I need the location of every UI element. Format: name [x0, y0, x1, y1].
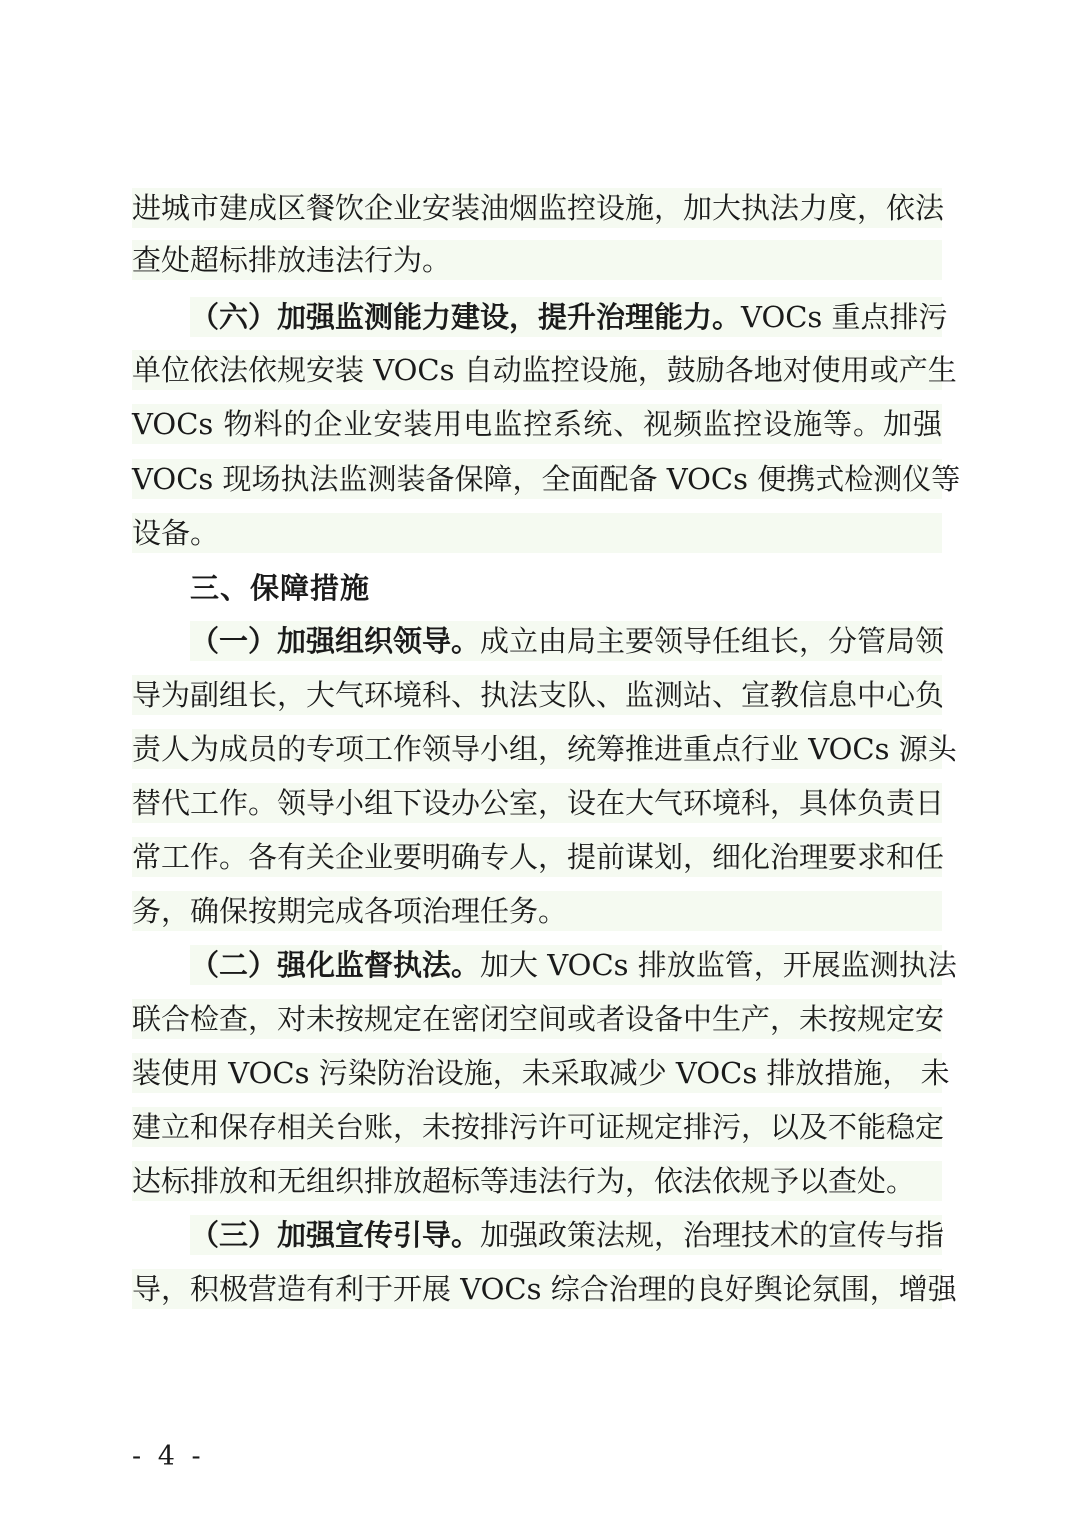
text-line: 装使用 VOCs 污染防治设施，未采取减少 VOCs 排放措施， 未	[132, 1053, 942, 1093]
paragraph-one-lead: （一）加强组织领导。	[190, 624, 481, 658]
text-line: 单位依法依规安装 VOCs 自动监控设施，鼓励各地对使用或产生	[132, 350, 942, 390]
text-line: 替代工作。领导小组下设办公室，设在大气环境科，具体负责日	[132, 783, 942, 823]
text-line: 常工作。各有关企业要明确专人，提前谋划，细化治理要求和任	[132, 837, 942, 877]
text-line: 联合检查，对未按规定在密闭空间或者设备中生产，未按规定安	[132, 999, 942, 1039]
text-line: VOCs 现场执法监测装备保障，全面配备 VOCs 便携式检测仪等	[132, 459, 942, 499]
paragraph-one-line	[190, 621, 945, 661]
text-line: 设备。	[132, 513, 942, 553]
paragraph-three-line	[190, 1215, 945, 1255]
text-line: 进城市建成区餐饮企业安装油烟监控设施，加大执法力度，依法	[132, 188, 942, 228]
paragraph-six-text: VOCs 重点排污	[741, 300, 948, 334]
section-heading: 三、保障措施	[190, 571, 371, 605]
text-line: 责人为成员的专项工作领导小组，统筹推进重点行业 VOCs 源头	[132, 729, 942, 769]
text-line: 导，积极营造有利于开展 VOCs 综合治理的良好舆论氛围，增强	[132, 1269, 942, 1309]
text-line: VOCs 物料的企业安装用电监控系统、视频监控设施等。加强	[132, 404, 942, 444]
text-line: 查处超标排放违法行为。	[132, 240, 942, 280]
text-line: 建立和保存相关台账，未按排污许可证规定排污，以及不能稳定	[132, 1107, 942, 1147]
paragraph-three-text: 加强政策法规，治理技术的宣传与指	[480, 1218, 945, 1252]
paragraph-two-text: 加大 VOCs 排放监管，开展监测执法	[480, 948, 957, 982]
text-line: 务，确保按期完成各项治理任务。	[132, 891, 942, 931]
paragraph-six-lead: （六）加强监测能力建设，提升治理能力。	[190, 300, 742, 334]
paragraph-three-lead: （三）加强宣传引导。	[190, 1218, 481, 1252]
paragraph-one-text: 成立由局主要领导任组长，分管局领	[480, 624, 945, 658]
text-line: 达标排放和无组织排放超标等违法行为，依法依规予以查处。	[132, 1161, 942, 1201]
paragraph-two-line	[190, 945, 957, 985]
paragraph-six-line	[190, 297, 948, 337]
paragraph-two-lead: （二）强化监督执法。	[190, 948, 481, 982]
page-number: - 4 -	[132, 1441, 205, 1472]
text-line: 导为副组长，大气环境科、执法支队、监测站、宣教信息中心负	[132, 675, 942, 715]
